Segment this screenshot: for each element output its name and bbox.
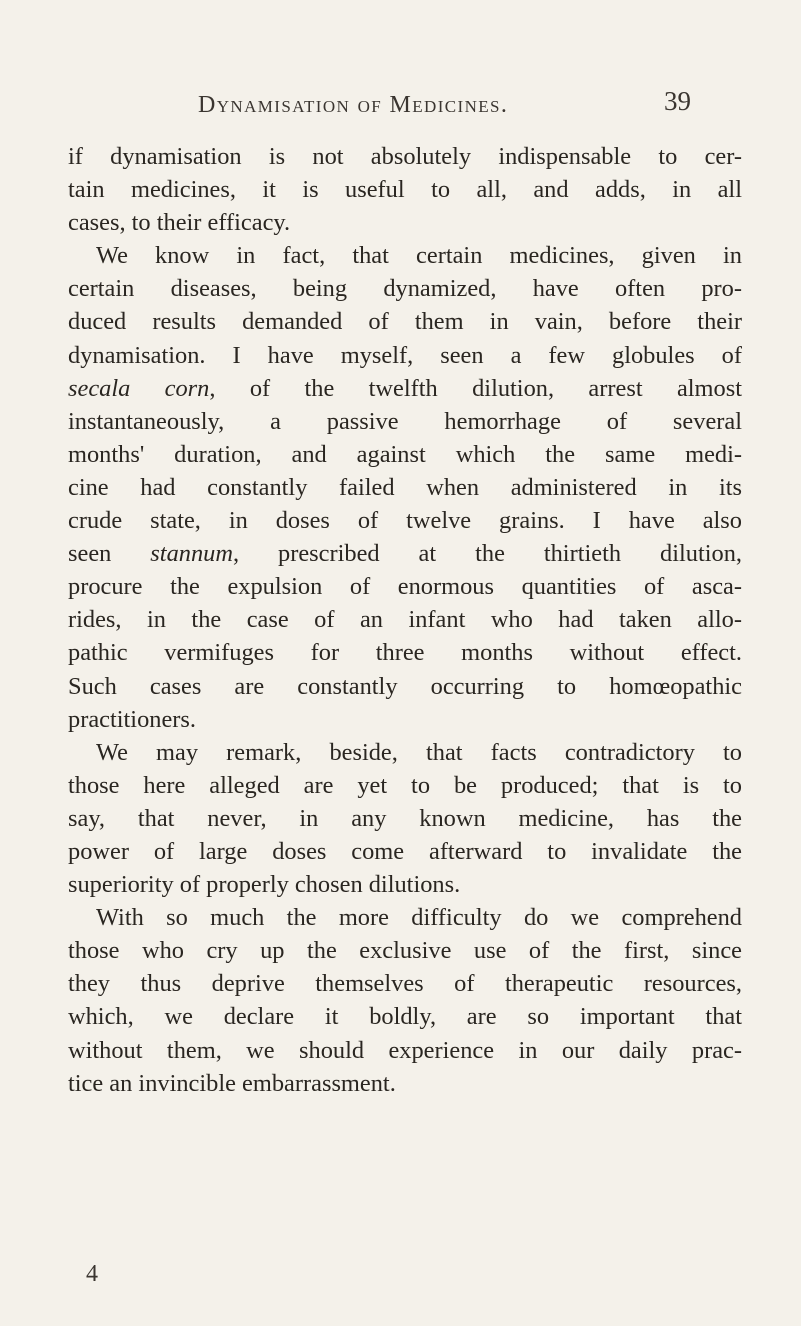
signature-mark: 4 [86,1261,98,1287]
text-line: pathic vermifuges for three months without effect. [68,639,742,667]
text-line: say, that never, in any known medicine, has the [68,804,742,832]
text-line: practitioners. [68,705,197,733]
text-line: those here alleged are yet to be produced; that is to [68,771,742,799]
text-line: dynamisation. I have myself, seen a few globules of [68,341,742,369]
text-line: without them, we should experience in our daily prac- [68,1036,742,1064]
text-line [68,537,742,570]
text-line: months' duration, and against which the same medi- [68,440,742,468]
text-line: We may remark, beside, that facts contradictory to [96,738,742,766]
text-line: power of large doses come afterward to invalidate the [68,837,742,865]
text-line [68,372,742,405]
italic-term: secala corn [68,374,210,402]
text-line: which, we declare it boldly, are so important that [68,1003,742,1031]
text-line: tain medicines, it is useful to all, and adds, in all [68,176,742,204]
text-line: certain diseases, being dynamized, have often pro- [68,275,742,303]
text-line: instantaneously, a passive hemorrhage of several [68,407,742,435]
running-title: Dynamisation of Medicines. [198,92,509,118]
text-run: seen [68,540,151,568]
text-line: superiority of properly chosen dilutions. [68,871,461,899]
text-line: procure the expulsion of enormous quantities of asca- [68,573,742,601]
page-number: 39 [664,86,691,116]
italic-term: stannum [150,540,233,568]
text-line: those who cry up the exclusive use of the first, since [68,937,742,965]
text-line: With so much the more difficulty do we comprehend [96,904,742,932]
text-run: , of the twelfth dilution, arrest almost [209,374,742,402]
text-line: rides, in the case of an infant who had taken allo- [68,606,742,634]
text-line: cases, to their efficacy. [68,209,291,237]
text-line: tice an invincible embarrassment. [68,1069,396,1097]
text-line: duced results demanded of them in vain, before their [68,308,742,336]
text-line: Such cases are constantly occurring to homœopathic [68,672,742,700]
text-line: they thus deprive themselves of therapeutic resources, [68,970,742,998]
text-line: crude state, in doses of twelve grains. I have also [68,507,742,535]
body-text [68,140,742,1100]
text-line: if dynamisation is not absolutely indispensable to cer- [68,143,742,170]
text-line: cine had constantly failed when administered in its [68,473,742,501]
text-run: , prescribed at the thirtieth dilution, [232,540,742,568]
running-head [0,86,801,132]
text-line: We know in fact, that certain medicines, given in [96,242,742,270]
